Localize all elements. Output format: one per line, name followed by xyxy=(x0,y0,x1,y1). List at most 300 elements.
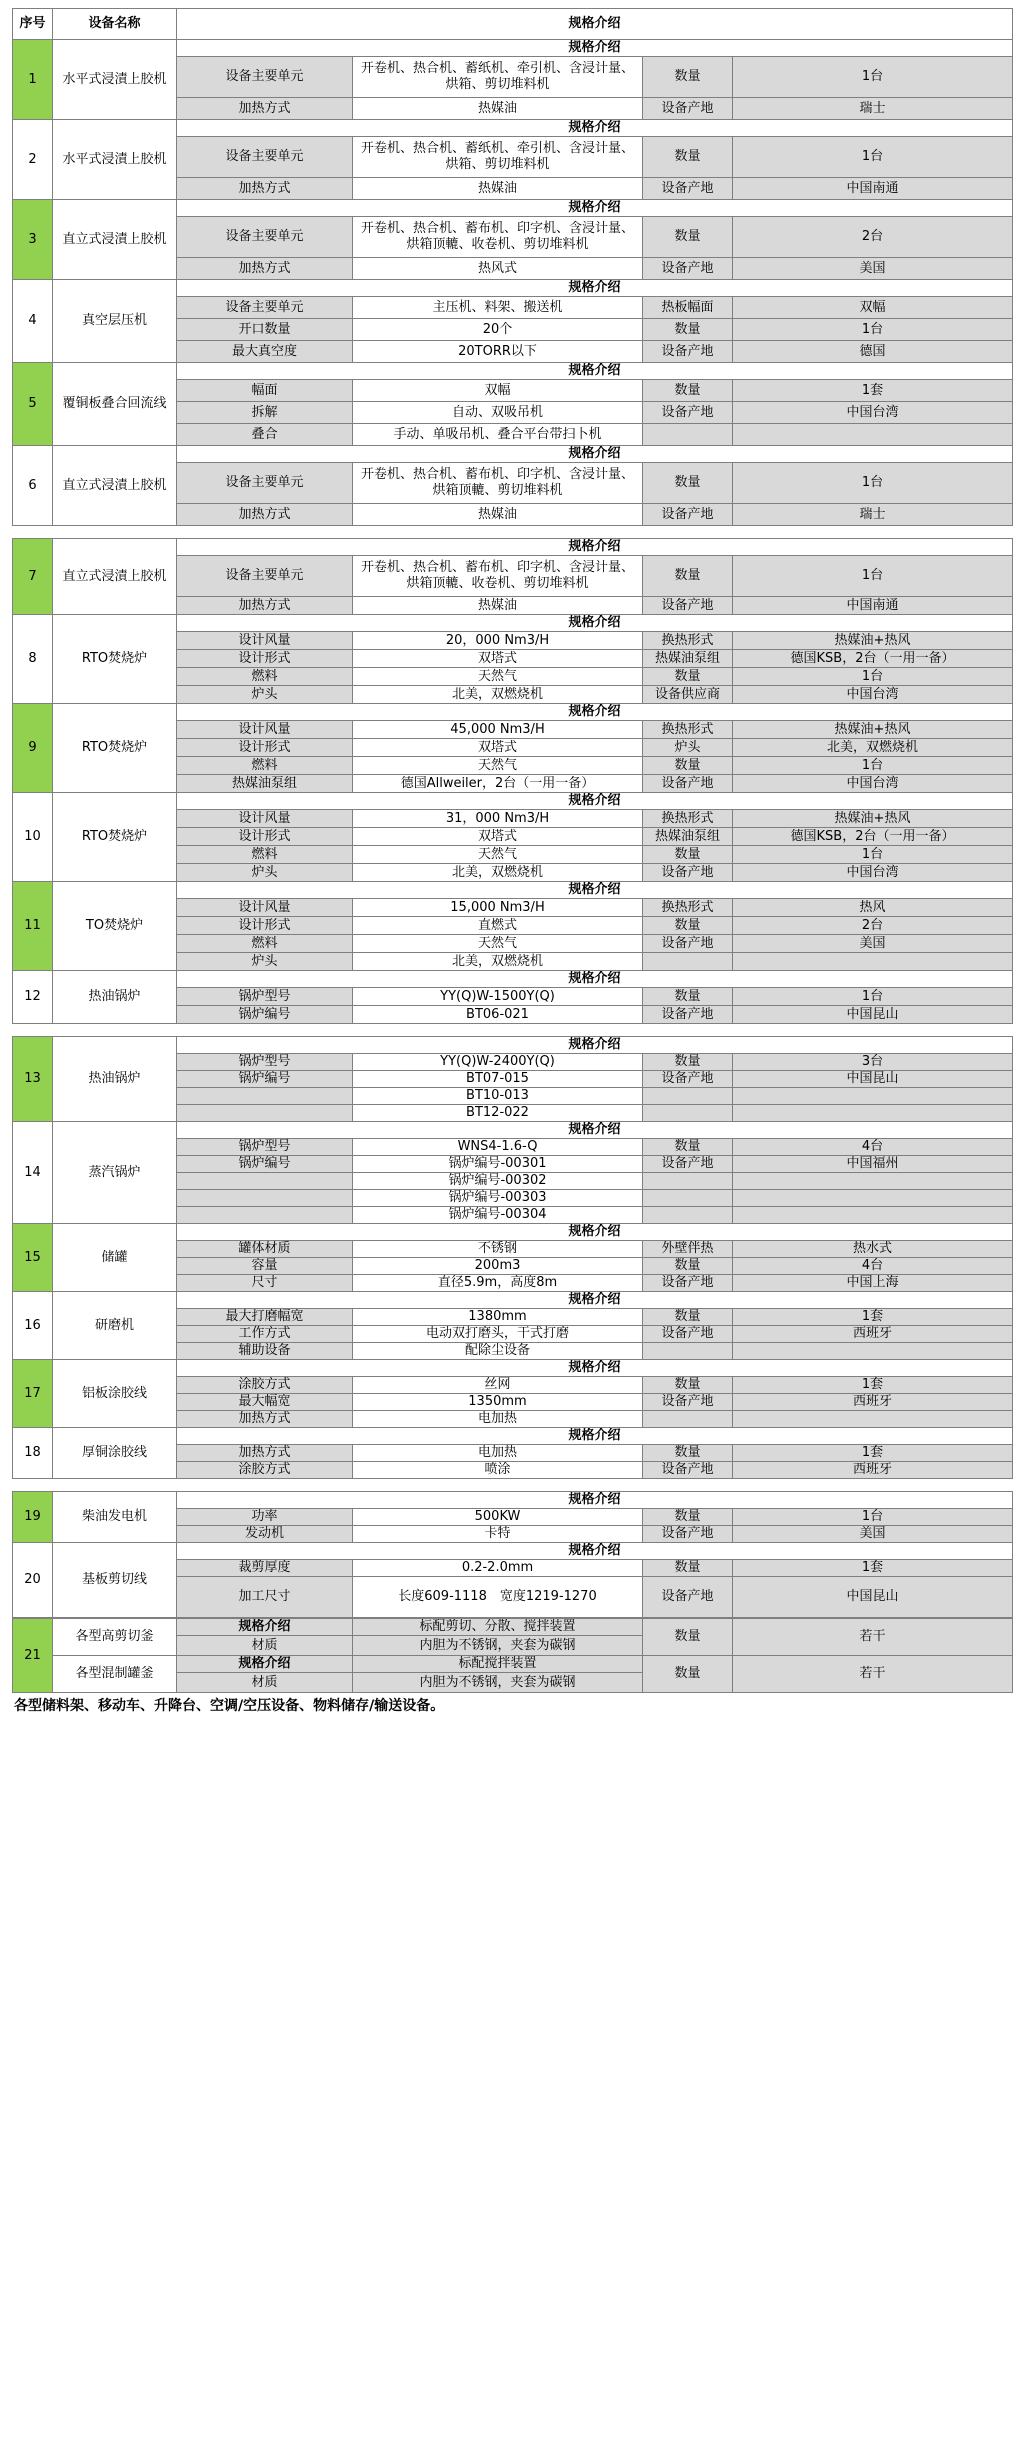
material-label: 材质 xyxy=(177,1673,353,1693)
spec-key-value: 热媒油+热风 xyxy=(733,632,1013,650)
equipment-name: 厚铜涂胶线 xyxy=(53,1428,177,1479)
equipment-name: 热油锅炉 xyxy=(53,971,177,1024)
spec-key: 设备产地 xyxy=(643,597,733,615)
spec-value: 热媒油 xyxy=(353,178,643,200)
spec-value: 15,000 Nm3/H xyxy=(353,899,643,917)
row-number: 15 xyxy=(13,1224,53,1292)
spec-label: 加热方式 xyxy=(177,1445,353,1462)
spec-title: 规格介绍 xyxy=(177,1292,1013,1309)
equipment-name: 研磨机 xyxy=(53,1292,177,1360)
spec-value: 电加热 xyxy=(353,1445,643,1462)
spec-title: 规格介绍 xyxy=(177,200,1013,217)
equipment-row-13 xyxy=(13,1037,1013,1054)
spec-label: 加热方式 xyxy=(177,597,353,615)
row-number: 9 xyxy=(13,704,53,793)
spec-value: 直燃式 xyxy=(353,917,643,935)
spec-key-value: 4台 xyxy=(733,1139,1013,1156)
spec-title: 规格介绍 xyxy=(177,1037,1013,1054)
spec-label: 设备主要单元 xyxy=(177,297,353,319)
equipment-row-8 xyxy=(13,615,1013,632)
spec-value: 自动、双吸吊机 xyxy=(353,402,643,424)
row-number: 5 xyxy=(13,363,53,446)
spec-key: 数量 xyxy=(643,1619,733,1656)
spec-value: 双幅 xyxy=(353,380,643,402)
spec-key: 换热形式 xyxy=(643,721,733,739)
spec-title: 规格介绍 xyxy=(177,1492,1013,1509)
spec-title: 规格介绍 xyxy=(177,280,1013,297)
spec-value: 双塔式 xyxy=(353,828,643,846)
spec-key-value: 1台 xyxy=(733,757,1013,775)
spec-key: 设备产地 xyxy=(643,864,733,882)
spec-label: 加热方式 xyxy=(177,178,353,200)
spec-label: 设备主要单元 xyxy=(177,57,353,98)
spec-key: 数量 xyxy=(643,1445,733,1462)
equipment-name: RTO焚烧炉 xyxy=(53,704,177,793)
equipment-row-9 xyxy=(13,704,1013,721)
spec-key-value: 中国台湾 xyxy=(733,686,1013,704)
spec-value: 天然气 xyxy=(353,668,643,686)
spec-key: 炉头 xyxy=(643,739,733,757)
spec-key-value: 1台 xyxy=(733,988,1013,1006)
spec-key: 数量 xyxy=(643,137,733,178)
row-number: 10 xyxy=(13,793,53,882)
spec-value: BT06-021 xyxy=(353,1006,643,1024)
spec-key-value: 中国台湾 xyxy=(733,864,1013,882)
spec-title: 规格介绍 xyxy=(177,120,1013,137)
spec-key-value: 热媒油+热风 xyxy=(733,721,1013,739)
spec-key: 换热形式 xyxy=(643,810,733,828)
spec-key-value: 西班牙 xyxy=(733,1462,1013,1479)
spec-key: 设备产地 xyxy=(643,178,733,200)
spec-key: 外壁伴热 xyxy=(643,1241,733,1258)
spec-title: 规格介绍 xyxy=(177,971,1013,988)
spec-label: 设计风量 xyxy=(177,810,353,828)
equipment-row-18 xyxy=(13,1428,1013,1445)
spec-value: 1350mm xyxy=(353,1394,643,1411)
spec-key: 设备产地 xyxy=(643,1462,733,1479)
spec-label: 涂胶方式 xyxy=(177,1377,353,1394)
spec-key-value: 1套 xyxy=(733,1377,1013,1394)
spec-label: 燃料 xyxy=(177,757,353,775)
equipment-row-7 xyxy=(13,539,1013,556)
spec-label: 最大打磨幅宽 xyxy=(177,1309,353,1326)
spec-label: 加热方式 xyxy=(177,98,353,120)
row-number: 4 xyxy=(13,280,53,363)
header-name: 设备名称 xyxy=(53,9,177,40)
equipment-name: 各型混制罐釜 xyxy=(53,1656,177,1693)
spec-key-value: 西班牙 xyxy=(733,1394,1013,1411)
spec-value: 200m3 xyxy=(353,1258,643,1275)
spec-value: 开卷机、热合机、蓄布机、印字机、含浸计量、烘箱顶轆、收卷机、剪切堆料机 xyxy=(353,556,643,597)
equipment-row-19 xyxy=(13,1492,1013,1509)
spec-key-value: 德国 xyxy=(733,341,1013,363)
spec-title: 规格介绍 xyxy=(177,615,1013,632)
equipment-row-16 xyxy=(13,1292,1013,1309)
spec-label: 工作方式 xyxy=(177,1326,353,1343)
equipment-row-15 xyxy=(13,1224,1013,1241)
spec-key-value xyxy=(733,1190,1013,1207)
spec-key-value: 2台 xyxy=(733,917,1013,935)
spec-title: 规格介绍 xyxy=(177,1360,1013,1377)
spec-key: 设备产地 xyxy=(643,98,733,120)
spec-title: 规格介绍 xyxy=(177,363,1013,380)
spec-value: 北美，双燃烧机 xyxy=(353,864,643,882)
header-spec: 规格介绍 xyxy=(177,9,1013,40)
spec-key-value: 4台 xyxy=(733,1258,1013,1275)
equipment-name: 柴油发电机 xyxy=(53,1492,177,1543)
equipment-name: 覆铜板叠合回流线 xyxy=(53,363,177,446)
row-number: 18 xyxy=(13,1428,53,1479)
spec-key: 设备产地 xyxy=(643,504,733,526)
equipment-name: 水平式浸漬上胶机 xyxy=(53,40,177,120)
spec-label: 燃料 xyxy=(177,668,353,686)
spec-value: 热风式 xyxy=(353,258,643,280)
row-number: 2 xyxy=(13,120,53,200)
spec-key: 设备产地 xyxy=(643,1526,733,1543)
spec-value: 主压机、料架、搬送机 xyxy=(353,297,643,319)
spec-title: 规格介绍 xyxy=(177,446,1013,463)
spec-label: 炉头 xyxy=(177,864,353,882)
spec-key-value xyxy=(733,953,1013,971)
spec-key-value: 热媒油+热风 xyxy=(733,810,1013,828)
spec-label: 容量 xyxy=(177,1258,353,1275)
spec-value: 锅炉编号-00302 xyxy=(353,1173,643,1190)
spec-value: YY(Q)W-1500Y(Q) xyxy=(353,988,643,1006)
spec-key: 数量 xyxy=(643,380,733,402)
spec-label: 尺寸 xyxy=(177,1275,353,1292)
spec-value: 开卷机、热合机、蓄布机、印字机、含浸计量、烘箱顶轆、收卷机、剪切堆料机 xyxy=(353,217,643,258)
row-number: 6 xyxy=(13,446,53,526)
spec-key-value: 1台 xyxy=(733,556,1013,597)
spec-key: 设备供应商 xyxy=(643,686,733,704)
equipment-name: 直立式浸漬上胶机 xyxy=(53,539,177,615)
spec-key: 换热形式 xyxy=(643,632,733,650)
spec-value: 天然气 xyxy=(353,757,643,775)
spec-key-value: 瑞士 xyxy=(733,504,1013,526)
equipment-table-section-3 xyxy=(12,1036,1013,1479)
spec-key-value: 德国KSB，2台（一用一备） xyxy=(733,828,1013,846)
row-number: 8 xyxy=(13,615,53,704)
spec-title: 规格介绍 xyxy=(177,1428,1013,1445)
spec-key: 设备产地 xyxy=(643,341,733,363)
header-no: 序号 xyxy=(13,9,53,40)
equipment-name: 储罐 xyxy=(53,1224,177,1292)
equipment-row-10 xyxy=(13,793,1013,810)
spec-value: 丝网 xyxy=(353,1377,643,1394)
spec-key: 热板幅面 xyxy=(643,297,733,319)
spec-value: 手动、单吸吊机、叠合平台带扫卜机 xyxy=(353,424,643,446)
spec-label: 锅炉编号 xyxy=(177,1006,353,1024)
spec-value: 卡特 xyxy=(353,1526,643,1543)
spec-key xyxy=(643,1173,733,1190)
spec-key-value: 1套 xyxy=(733,1445,1013,1462)
spec-label: 设计形式 xyxy=(177,739,353,757)
spec-key-value: 中国福州 xyxy=(733,1156,1013,1173)
spec-value: 直径5.9m，高度8m xyxy=(353,1275,643,1292)
spec-label: 幅面 xyxy=(177,380,353,402)
spec-title: 规格介绍 xyxy=(177,793,1013,810)
equipment-row-6 xyxy=(13,446,1013,463)
spec-value: BT10-013 xyxy=(353,1088,643,1105)
spec-key-value: 1套 xyxy=(733,1560,1013,1577)
spec-value: 天然气 xyxy=(353,846,643,864)
spec-label xyxy=(177,1207,353,1224)
spec-key: 数量 xyxy=(643,57,733,98)
spec-label: 设计形式 xyxy=(177,828,353,846)
spec-value: 20个 xyxy=(353,319,643,341)
spec-label: 最大幅宽 xyxy=(177,1394,353,1411)
spec-label: 拆解 xyxy=(177,402,353,424)
spec-key-value: 美国 xyxy=(733,935,1013,953)
spec-key: 设备产地 xyxy=(643,1394,733,1411)
equipment-row-4 xyxy=(13,280,1013,297)
spec-title: 规格介绍 xyxy=(177,40,1013,57)
equipment-name: 基板剪切线 xyxy=(53,1543,177,1618)
spec-key-value: 中国台湾 xyxy=(733,402,1013,424)
spec-value: 配除尘设备 xyxy=(353,1343,643,1360)
spec-value: 电加热 xyxy=(353,1411,643,1428)
row-number: 13 xyxy=(13,1037,53,1122)
row-number: 19 xyxy=(13,1492,53,1543)
spec-key-value: 中国南通 xyxy=(733,178,1013,200)
spec-label: 功率 xyxy=(177,1509,353,1526)
spec-key-value: 中国上海 xyxy=(733,1275,1013,1292)
equipment-row-2 xyxy=(13,120,1013,137)
material-value: 内胆为不锈钢，夹套为碳钢 xyxy=(353,1673,643,1693)
spec-label xyxy=(177,1173,353,1190)
spec-label: 加热方式 xyxy=(177,1411,353,1428)
spec-value: YY(Q)W-2400Y(Q) xyxy=(353,1054,643,1071)
spec-key: 设备产地 xyxy=(643,258,733,280)
spec-value: 德国Allweiler，2台（一用一备） xyxy=(353,775,643,793)
spec-key: 数量 xyxy=(643,668,733,686)
spec-key xyxy=(643,1411,733,1428)
spec-label: 叠合 xyxy=(177,424,353,446)
equipment-row-12 xyxy=(13,971,1013,988)
spec-label: 裁剪厚度 xyxy=(177,1560,353,1577)
spec-key: 设备产地 xyxy=(643,1577,733,1618)
row-number: 3 xyxy=(13,200,53,280)
spec-key xyxy=(643,1088,733,1105)
spec-key: 数量 xyxy=(643,1309,733,1326)
row-number: 12 xyxy=(13,971,53,1024)
spec-value: 双塔式 xyxy=(353,650,643,668)
spec-title: 规格介绍 xyxy=(177,539,1013,556)
spec-key: 设备产地 xyxy=(643,775,733,793)
spec-value: 31，000 Nm3/H xyxy=(353,810,643,828)
spec-key xyxy=(643,1343,733,1360)
spec-value: 开卷机、热合机、蓄纸机、牵引机、含浸计量、烘箱、剪切堆料机 xyxy=(353,57,643,98)
spec-key: 设备产地 xyxy=(643,1326,733,1343)
header-row xyxy=(13,9,1013,40)
spec-label: 锅炉型号 xyxy=(177,1054,353,1071)
spec-key-value: 中国台湾 xyxy=(733,775,1013,793)
spec-key xyxy=(643,1190,733,1207)
spec-key-value: 1套 xyxy=(733,380,1013,402)
spec-value: 北美，双燃烧机 xyxy=(353,686,643,704)
spec-value: BT07-015 xyxy=(353,1071,643,1088)
equipment-row-3 xyxy=(13,200,1013,217)
spec-key: 数量 xyxy=(643,917,733,935)
spec-key xyxy=(643,1105,733,1122)
row-number: 16 xyxy=(13,1292,53,1360)
spec-title: 规格介绍 xyxy=(177,1656,353,1673)
spec-key-value: 1台 xyxy=(733,846,1013,864)
spec-key-value: 德国KSB，2台（一用一备） xyxy=(733,650,1013,668)
spec-key-value: 3台 xyxy=(733,1054,1013,1071)
spec-label: 锅炉型号 xyxy=(177,1139,353,1156)
spec-label: 罐体材质 xyxy=(177,1241,353,1258)
spec-key: 设备产地 xyxy=(643,1156,733,1173)
spec-key-value: 2台 xyxy=(733,217,1013,258)
equipment-table-row-21 xyxy=(12,1618,1013,1693)
spec-value: 热媒油 xyxy=(353,98,643,120)
spec-key: 设备产地 xyxy=(643,935,733,953)
row-number: 14 xyxy=(13,1122,53,1224)
spec-label: 辅助设备 xyxy=(177,1343,353,1360)
spec-label: 设计形式 xyxy=(177,917,353,935)
spec-title: 规格介绍 xyxy=(177,1619,353,1636)
row-number: 7 xyxy=(13,539,53,615)
spec-value: 标配剪切、分散、搅拌装置 xyxy=(353,1619,643,1636)
spec-label: 发动机 xyxy=(177,1526,353,1543)
spec-value: 开卷机、热合机、蓄布机、印字机、含浸计量、烘箱顶轆、剪切堆料机 xyxy=(353,463,643,504)
spec-key-value: 1台 xyxy=(733,1509,1013,1526)
spec-key-value: 1台 xyxy=(733,319,1013,341)
spec-title: 规格介绍 xyxy=(177,1224,1013,1241)
spec-label: 设计风量 xyxy=(177,721,353,739)
spec-label: 加工尺寸 xyxy=(177,1577,353,1618)
equipment-name: 各型高剪切釜 xyxy=(53,1619,177,1656)
spec-key-value: 中国昆山 xyxy=(733,1006,1013,1024)
equipment-name: RTO焚烧炉 xyxy=(53,793,177,882)
spec-value: 20TORR以下 xyxy=(353,341,643,363)
spec-title: 规格介绍 xyxy=(177,704,1013,721)
spec-key: 数量 xyxy=(643,1054,733,1071)
material-label: 材质 xyxy=(177,1636,353,1656)
spec-title: 规格介绍 xyxy=(177,1543,1013,1560)
spec-key: 数量 xyxy=(643,846,733,864)
spec-key-value: 1台 xyxy=(733,668,1013,686)
spec-value: 喷涂 xyxy=(353,1462,643,1479)
material-value: 内胆为不锈钢，夹套为碳钢 xyxy=(353,1636,643,1656)
spec-value: 锅炉编号-00301 xyxy=(353,1156,643,1173)
equipment-table-section-1 xyxy=(12,8,1013,526)
spec-label: 设计形式 xyxy=(177,650,353,668)
spec-value: 1380mm xyxy=(353,1309,643,1326)
spec-label: 炉头 xyxy=(177,953,353,971)
spec-key-value xyxy=(733,1207,1013,1224)
spec-value: 锅炉编号-00304 xyxy=(353,1207,643,1224)
spec-label: 炉头 xyxy=(177,686,353,704)
spec-value: 电动双打磨头，干式打磨 xyxy=(353,1326,643,1343)
spec-label: 设备主要单元 xyxy=(177,556,353,597)
equipment-table-section-4 xyxy=(12,1491,1013,1618)
spec-key: 数量 xyxy=(643,1509,733,1526)
spec-key: 数量 xyxy=(643,556,733,597)
spec-key: 数量 xyxy=(643,1656,733,1693)
spec-title: 规格介绍 xyxy=(177,882,1013,899)
row-number: 17 xyxy=(13,1360,53,1428)
spec-key-value xyxy=(733,1411,1013,1428)
spec-key-value: 1套 xyxy=(733,1309,1013,1326)
spec-key: 换热形式 xyxy=(643,899,733,917)
spec-key-value xyxy=(733,1343,1013,1360)
spec-key-value: 中国昆山 xyxy=(733,1577,1013,1618)
equipment-name: 直立式浸漬上胶机 xyxy=(53,200,177,280)
row-number: 20 xyxy=(13,1543,53,1618)
spec-title: 规格介绍 xyxy=(177,1122,1013,1139)
spec-value: 标配搅拌装置 xyxy=(353,1656,643,1673)
spec-label xyxy=(177,1088,353,1105)
footer-note: 各型储料架、移动车、升降台、空调/空压设备、物料储存/输送设备。 xyxy=(14,1698,445,1714)
equipment-name: 直立式浸漬上胶机 xyxy=(53,446,177,526)
spec-label: 加热方式 xyxy=(177,258,353,280)
spec-key xyxy=(643,1207,733,1224)
spec-value: 0.2-2.0mm xyxy=(353,1560,643,1577)
spec-key: 设备产地 xyxy=(643,1006,733,1024)
spec-key-value: 若干 xyxy=(733,1656,1013,1693)
spec-key: 数量 xyxy=(643,319,733,341)
equipment-row-5 xyxy=(13,363,1013,380)
row-number: 1 xyxy=(13,40,53,120)
spec-key-value: 若干 xyxy=(733,1619,1013,1656)
equipment-name: 铝板涂胶线 xyxy=(53,1360,177,1428)
spec-key-value: 西班牙 xyxy=(733,1326,1013,1343)
spec-key-value: 中国昆山 xyxy=(733,1071,1013,1088)
equipment-table-section-2 xyxy=(12,538,1013,1024)
equipment-row-17 xyxy=(13,1360,1013,1377)
spec-key-value: 1台 xyxy=(733,463,1013,504)
spec-key-value: 中国南通 xyxy=(733,597,1013,615)
spec-key: 数量 xyxy=(643,1258,733,1275)
spec-key-value: 瑞士 xyxy=(733,98,1013,120)
equipment-row-21-2 xyxy=(13,1656,1013,1673)
spec-label: 设备主要单元 xyxy=(177,217,353,258)
spec-label: 燃料 xyxy=(177,935,353,953)
spec-key-value: 1台 xyxy=(733,57,1013,98)
spec-label: 设备主要单元 xyxy=(177,137,353,178)
spec-label: 锅炉编号 xyxy=(177,1071,353,1088)
equipment-name: RTO焚烧炉 xyxy=(53,615,177,704)
spec-key: 数量 xyxy=(643,1139,733,1156)
spec-label: 开口数量 xyxy=(177,319,353,341)
equipment-row-1 xyxy=(13,40,1013,57)
spec-value: 45,000 Nm3/H xyxy=(353,721,643,739)
equipment-row-21-1 xyxy=(13,1619,1013,1636)
spec-key-value: 1台 xyxy=(733,137,1013,178)
spec-key-value: 热风 xyxy=(733,899,1013,917)
spec-value: 热媒油 xyxy=(353,597,643,615)
spec-value: 开卷机、热合机、蓄纸机、牵引机、含浸计量、烘箱、剪切堆料机 xyxy=(353,137,643,178)
spec-value: 长度609-1118 宽度1219-1270 xyxy=(353,1577,643,1618)
spec-key-value: 美国 xyxy=(733,258,1013,280)
spec-key xyxy=(643,953,733,971)
spec-value: 500KW xyxy=(353,1509,643,1526)
spec-value: BT12-022 xyxy=(353,1105,643,1122)
spec-key-value xyxy=(733,1173,1013,1190)
row-number: 21 xyxy=(13,1619,53,1693)
spec-key: 数量 xyxy=(643,463,733,504)
spec-label: 设计风量 xyxy=(177,632,353,650)
spec-key xyxy=(643,424,733,446)
row-number: 11 xyxy=(13,882,53,971)
spec-value: 天然气 xyxy=(353,935,643,953)
spec-label: 锅炉编号 xyxy=(177,1156,353,1173)
spec-key-value xyxy=(733,424,1013,446)
spec-key: 设备产地 xyxy=(643,1275,733,1292)
equipment-name: 水平式浸漬上胶机 xyxy=(53,120,177,200)
